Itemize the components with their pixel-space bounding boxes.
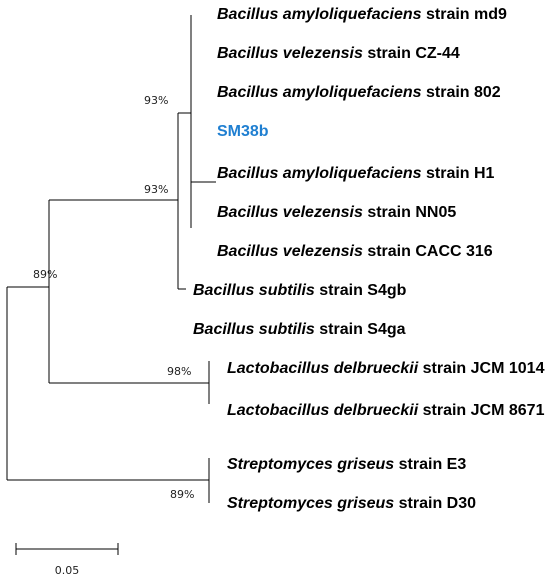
taxon-label-highlighted: SM38b: [217, 123, 269, 140]
scale-bar: [16, 543, 118, 577]
taxon-label: Bacillus velezensis strain NN05: [217, 204, 457, 221]
taxon-label: Streptomyces griseus strain E3: [227, 456, 467, 473]
bootstrap-value: 89%: [33, 268, 58, 281]
taxon-label: Bacillus subtilis strain S4ga: [193, 321, 406, 338]
taxon-label: Bacillus velezensis strain CACC 316: [217, 243, 493, 260]
taxon-labels: [193, 6, 545, 512]
bootstrap-value: 98%: [167, 365, 192, 378]
taxon-label: Bacillus amyloliquefaciens strain md9: [217, 6, 507, 23]
tree-branches: [7, 15, 216, 503]
scale-bar-label: 0.05: [54, 564, 80, 577]
bootstrap-value: 89%: [170, 488, 195, 501]
taxon-label: Bacillus velezensis strain CZ-44: [217, 45, 460, 62]
taxon-label: Lactobacillus delbrueckii strain JCM 1014: [227, 360, 545, 377]
bootstrap-values: [33, 94, 194, 501]
taxon-label: Bacillus subtilis strain S4gb: [193, 282, 407, 299]
bootstrap-value: 93%: [144, 94, 169, 107]
taxon-label: Bacillus amyloliquefaciens strain 802: [217, 84, 501, 101]
taxon-label: Bacillus amyloliquefaciens strain H1: [217, 165, 495, 182]
taxon-label: Streptomyces griseus strain D30: [227, 495, 477, 512]
bootstrap-value: 93%: [144, 183, 169, 196]
taxon-label: Lactobacillus delbrueckii strain JCM 8671: [227, 402, 545, 419]
